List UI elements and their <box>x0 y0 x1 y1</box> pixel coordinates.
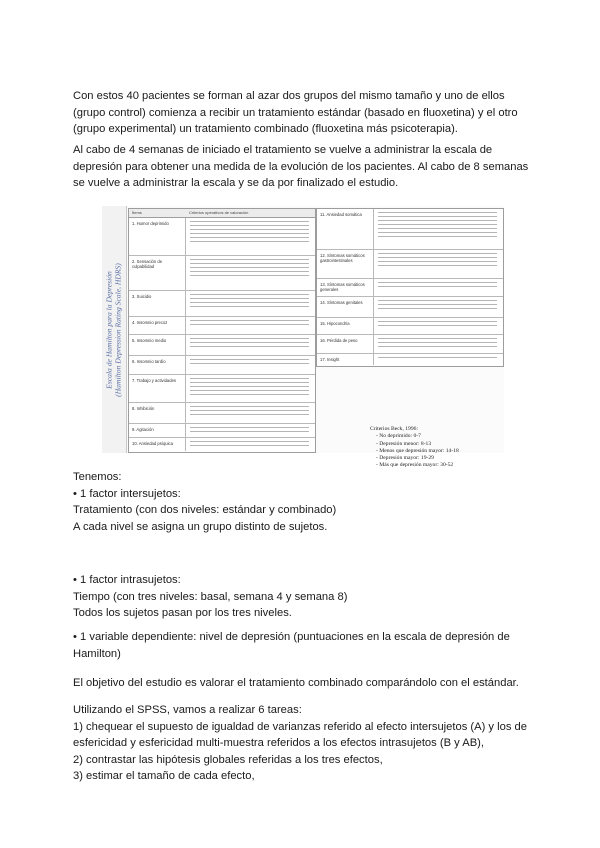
beck-criteria <box>370 426 520 470</box>
table-row <box>129 403 315 424</box>
text-line: Tiempo (con tres niveles: basal, semana 4 y semana 8) <box>73 590 348 603</box>
item-options <box>373 297 503 317</box>
header-items: Ítems <box>132 210 142 215</box>
text-line: El objetivo del estudio es valorar el tratamiento combinado comparándolo con el estándar. <box>73 677 519 689</box>
item-label: 1. Humor deprimido <box>132 221 169 226</box>
text-line: esfericidad y esfericidad multi-muestra referidos a los efectos intrasujetos (B y AB), <box>73 737 484 749</box>
spine-title-line: Escala de Hamilton para la Depresión <box>104 271 114 389</box>
paragraph-grupos <box>73 88 543 138</box>
table-row <box>317 279 503 297</box>
item-label: 15. Hipocondría <box>320 321 350 326</box>
item-label: 7. Trabajo y actividades <box>132 378 176 383</box>
table-row <box>129 424 315 438</box>
item-options <box>185 335 315 355</box>
item-label: 4. Insomnio precoz <box>132 320 168 325</box>
item-options <box>373 209 503 249</box>
table-row <box>129 375 315 403</box>
text-line: • 1 variable dependiente: nivel de depresión (puntuaciones en la escala de depresión de <box>73 631 510 643</box>
table-header <box>129 209 315 218</box>
text-line: A cada nivel se asigna un grupo distinto de sujetos. <box>73 520 328 533</box>
text-line: • 1 factor intersujetos: <box>73 487 181 500</box>
item-options <box>373 335 503 353</box>
text-line: Todos los sujetos pasan por los tres niveles. <box>73 607 292 619</box>
hamilton-scale-figure <box>102 206 504 453</box>
item-label: 6. Insomnio tardío <box>132 359 166 364</box>
text-line: se vuelve a administrar la escala y se da por finalizado el estudio. <box>73 177 399 189</box>
item-options <box>185 356 315 374</box>
item-options <box>373 250 503 278</box>
beck-criteria-item: - Menos que depresión mayor: 14-18 <box>376 447 459 454</box>
item-label: 14. Síntomas genitales <box>320 300 363 305</box>
item-options <box>185 317 315 334</box>
text-line: Tratamiento (con dos niveles: estándar y combinado) <box>73 504 337 516</box>
figure-spine <box>102 206 127 453</box>
table-row <box>129 356 315 375</box>
item-options <box>185 375 315 402</box>
item-label: 9. Agitación <box>132 427 154 432</box>
table-row <box>129 317 315 335</box>
text-line: 3) estimar el tamaño de cada efecto, <box>73 770 255 782</box>
item-label: 5. Insomnio medio <box>132 338 167 343</box>
text-line: Con estos 40 pacientes se forman al azar dos grupos del mismo tamaño y uno de ellos <box>73 90 505 102</box>
paragraph-semanas <box>73 142 543 192</box>
paragraph-objetivo <box>73 675 543 692</box>
table-row <box>317 250 503 279</box>
item-options <box>185 403 315 423</box>
table-row <box>317 318 503 335</box>
text-line: 2) contrastar las hipótesis globales referidas a los tres efectos, <box>73 753 383 766</box>
beck-criteria-item: - Depresión mayor: 19-29 <box>376 455 434 462</box>
text-line: Utilizando el SPSS, vamos a realizar 6 tareas: <box>73 704 302 716</box>
table-row <box>129 438 315 451</box>
item-options <box>185 438 315 451</box>
item-label: 16. Pérdida de peso <box>320 338 358 343</box>
paragraph-variable-dependiente <box>73 629 543 662</box>
item-options <box>185 218 315 255</box>
hamilton-table-left <box>128 208 316 453</box>
item-label: 17. Insight <box>320 357 340 362</box>
paragraph-tareas <box>73 702 543 785</box>
text-line: Hamilton) <box>73 647 121 660</box>
beck-criteria-item: - Más que depresión mayor: 30-52 <box>376 462 454 469</box>
text-line: • 1 factor intrasujetos: <box>73 574 181 586</box>
item-options <box>373 279 503 296</box>
table-row <box>129 335 315 356</box>
text-line: Al cabo de 4 semanas de iniciado el tratamiento se vuelve a administrar la escala de <box>73 144 493 156</box>
header-criteria: Criterios operativos de valoración <box>189 210 249 215</box>
text-line: depresión para obtener una medida de la evolución de los pacientes. Al cabo de 8 semanas <box>73 160 529 173</box>
table-row <box>317 297 503 318</box>
text-line: (grupo control) comienza a recibir un tratamiento estándar (basado en fluoxetina) y el otro <box>73 106 518 119</box>
beck-criteria-title: Criterios Beck, 1996: <box>370 426 419 432</box>
table-row <box>129 256 315 291</box>
item-label: 11. Ansiedad somática <box>320 212 362 217</box>
item-label: 10. Ansiedad psíquica <box>132 441 173 446</box>
table-row <box>129 291 315 317</box>
paragraph-tenemos <box>73 469 543 535</box>
table-row <box>129 218 315 256</box>
item-label: 3. Suicidio <box>132 294 152 299</box>
text-line: 1) chequear el supuesto de igualdad de varianzas referido al efecto intersujetos (A) y los de <box>73 720 527 733</box>
item-label: 13. Síntomas somáticos generales <box>320 282 365 292</box>
item-options <box>373 318 503 334</box>
text-line: Tenemos: <box>73 471 122 483</box>
beck-criteria-item: - No deprimido: 0-7 <box>376 433 421 440</box>
text-line: (grupo experimental) un tratamiento combinado (fluoxetina más psicoterapia). <box>73 123 458 135</box>
item-label: 12. Síntomas somáticos gastrointestinales <box>320 253 365 263</box>
hamilton-table-right <box>316 208 504 367</box>
item-options <box>185 291 315 316</box>
item-options <box>185 256 315 290</box>
paragraph-intrasujetos <box>73 572 543 622</box>
item-options <box>185 424 315 437</box>
item-label: 8. Inhibición <box>132 406 155 411</box>
table-row <box>317 354 503 365</box>
figure-spine-title <box>105 263 122 397</box>
table-row <box>317 335 503 354</box>
table-row <box>317 209 503 250</box>
spine-subtitle-line: (Hamilton Depression Rating Scale, HDRS) <box>113 263 122 397</box>
item-label: 2. Sensación de culpabilidad <box>132 259 163 269</box>
item-options <box>373 354 503 365</box>
beck-criteria-item: - Depresión menor: 8-13 <box>376 440 432 447</box>
